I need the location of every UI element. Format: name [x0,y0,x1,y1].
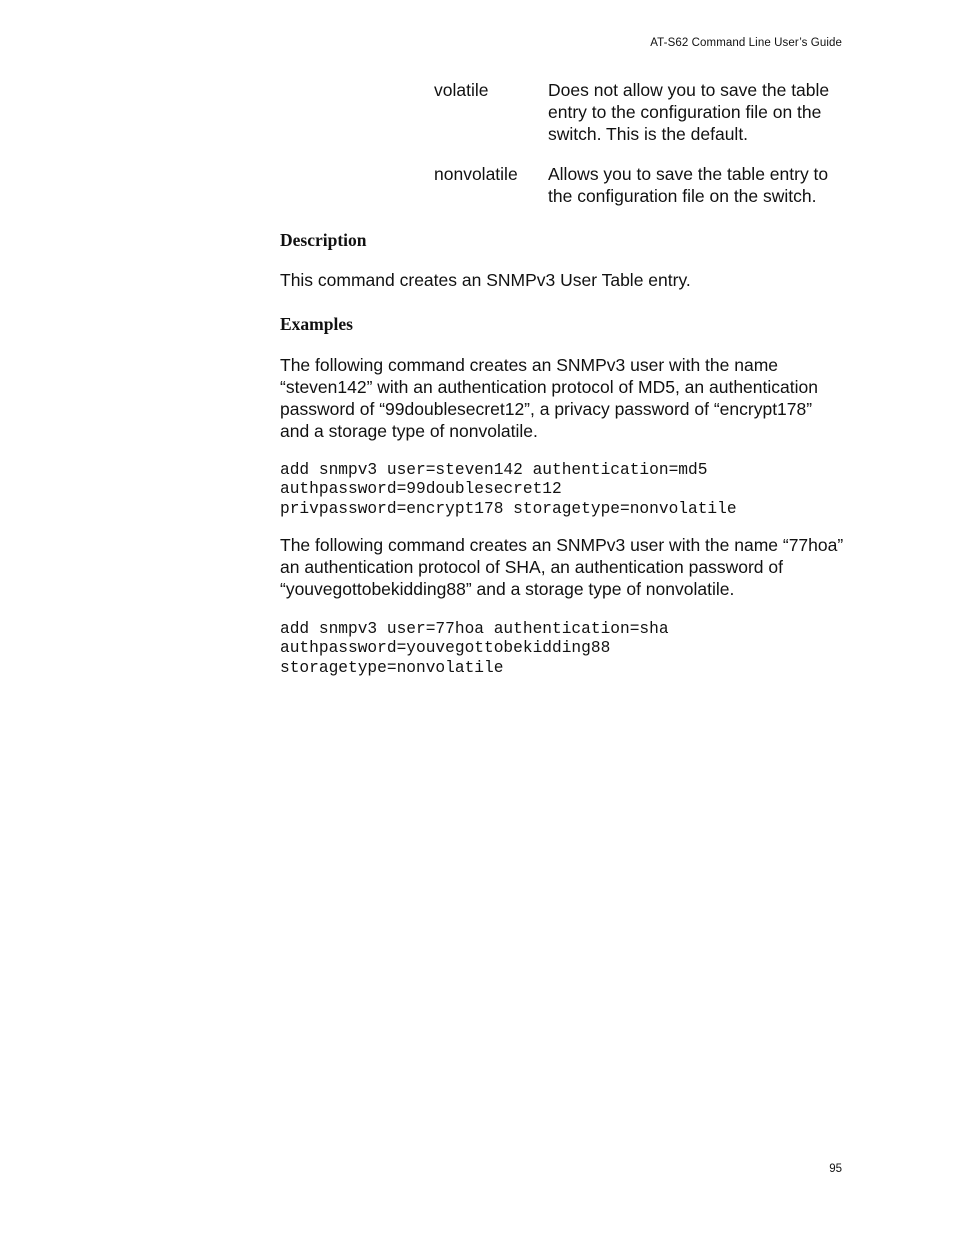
example-code-1: add snmpv3 user=steven142 authentication=md5 authpassword=99doublesecret12 privpassword=encrypt178 storagetype=nonvolatile [280,461,737,518]
parameter-row-nonvolatile [434,163,844,207]
parameter-term: volatile [434,80,489,100]
example-intro-1: The following command creates an SNMPv3 user with the name “steven142” with an authentication protocol of MD5, an authentication password of “99doublesecret12”, a privacy password of “encrypt178” and a storage type of nonvolatile. [280,355,818,441]
parameter-list [434,79,844,207]
description-heading: Description [280,230,367,250]
parameter-definition: Allows you to save the table entry to the configuration file on the switch. [548,164,829,206]
page-number: 95 [829,1163,842,1175]
parameter-row-volatile [434,79,844,145]
parameter-definition: Does not allow you to save the table entry to the configuration file on the switch. This is the default. [548,80,830,144]
description-text: This command creates an SNMPv3 User Table entry. [280,270,691,290]
examples-heading: Examples [280,314,353,334]
parameter-term: nonvolatile [434,164,518,184]
example-code-2: add snmpv3 user=77hoa authentication=sha authpassword=youvegottobekidding88 storagetype=nonvolatile [280,620,669,677]
running-header: AT-S62 Command Line User’s Guide [650,37,842,49]
example-intro-2: The following command creates an SNMPv3 user with the name “77hoa” an authentication protocol of SHA, an authentication password of “youvegottobekidding88” and a storage type of nonvolatile. [280,535,844,599]
